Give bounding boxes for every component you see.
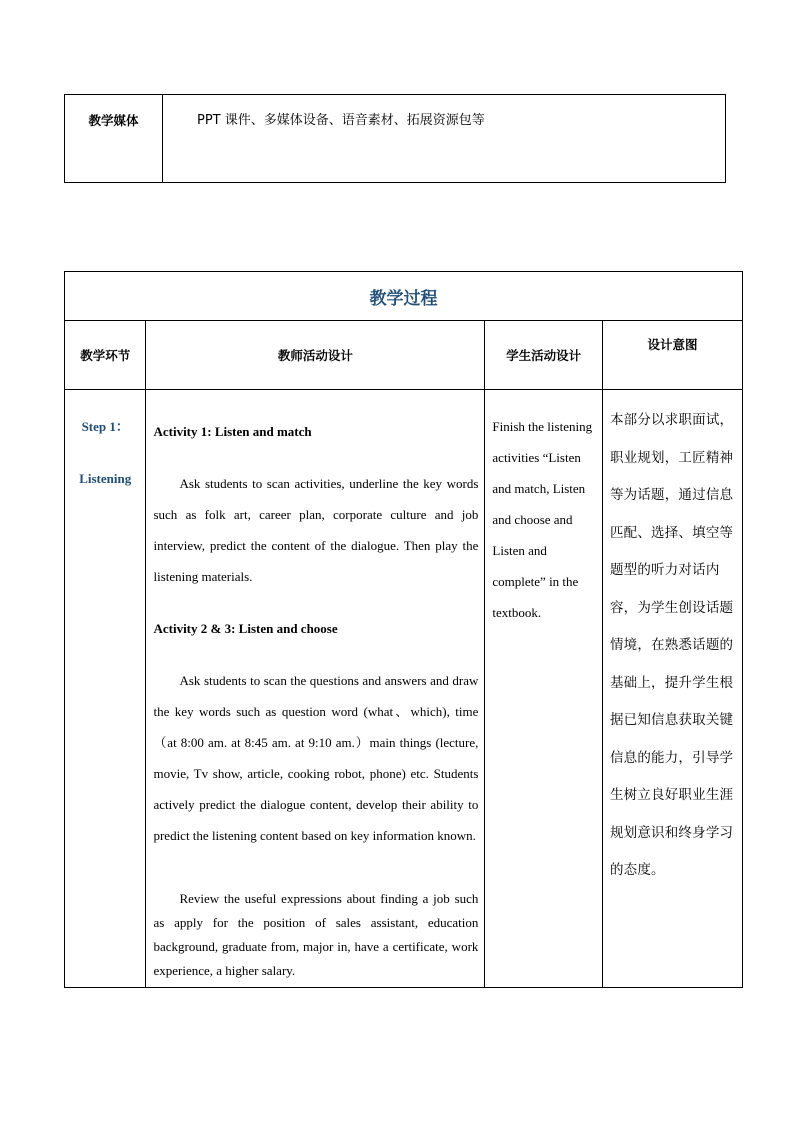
header-intent: 设计意图 xyxy=(602,321,742,390)
activity2-title: Activity 2 & 3: Listen and choose xyxy=(153,621,338,636)
activity2-text: Ask students to scan the questions and answers and draw the key words such as question word (what、which), time （at 8:00 am. at 8:45 am. at 9:10 am.）main things (lecture, movie, Tv show, article, cooking robot, phone) etc. Students actively predict the dialogue content, develop their ability to predict the listening content based on key information known. xyxy=(153,673,479,843)
design-intent-cell: 本部分以求职面试，职业规划，工匠精神等为话题，通过信息匹配、选择、填空等题型的听力对话内容，为学生创设话题情境，在熟悉话题的基础上，提升学生根据已知信息获取关键信息的能力，引导学生树立良好职业生涯规划意识和终身学习的态度。 xyxy=(602,390,742,988)
activity1-title: Activity 1: Listen and match xyxy=(153,424,312,439)
process-title-row xyxy=(65,272,743,321)
student-activity-cell: Finish the listening activities “Listen and match, Listen and choose and Listen and complete” in the textbook. xyxy=(485,390,603,988)
process-title: 教学过程 xyxy=(65,272,743,321)
media-label: 教学媒体 xyxy=(65,95,163,183)
media-table xyxy=(64,94,726,183)
process-row-step1 xyxy=(65,390,743,988)
step-cell xyxy=(65,390,146,988)
header-student: 学生活动设计 xyxy=(485,321,603,390)
process-header-row xyxy=(65,321,743,390)
media-value: PPT 课件、多媒体设备、语音素材、拓展资源包等 xyxy=(163,95,726,183)
process-table xyxy=(64,271,743,988)
media-row xyxy=(65,95,726,183)
step-name: Listening xyxy=(79,471,132,486)
step-label: Step 1： xyxy=(81,419,129,434)
review-text: Review the useful expressions about finding a job such as apply for the position of sales assistant, education background, graduate from, major in, have a certificate, work experience, a higher salary. xyxy=(153,891,479,978)
header-stage: 教学环节 xyxy=(65,321,146,390)
header-teacher: 教师活动设计 xyxy=(146,321,485,390)
teacher-activity-cell xyxy=(146,390,485,988)
activity1-text: Ask students to scan activities, underline the key words such as folk art, career plan, corporate culture and job interview, predict the content of the dialogue. Then play the listening materials. xyxy=(153,476,479,584)
